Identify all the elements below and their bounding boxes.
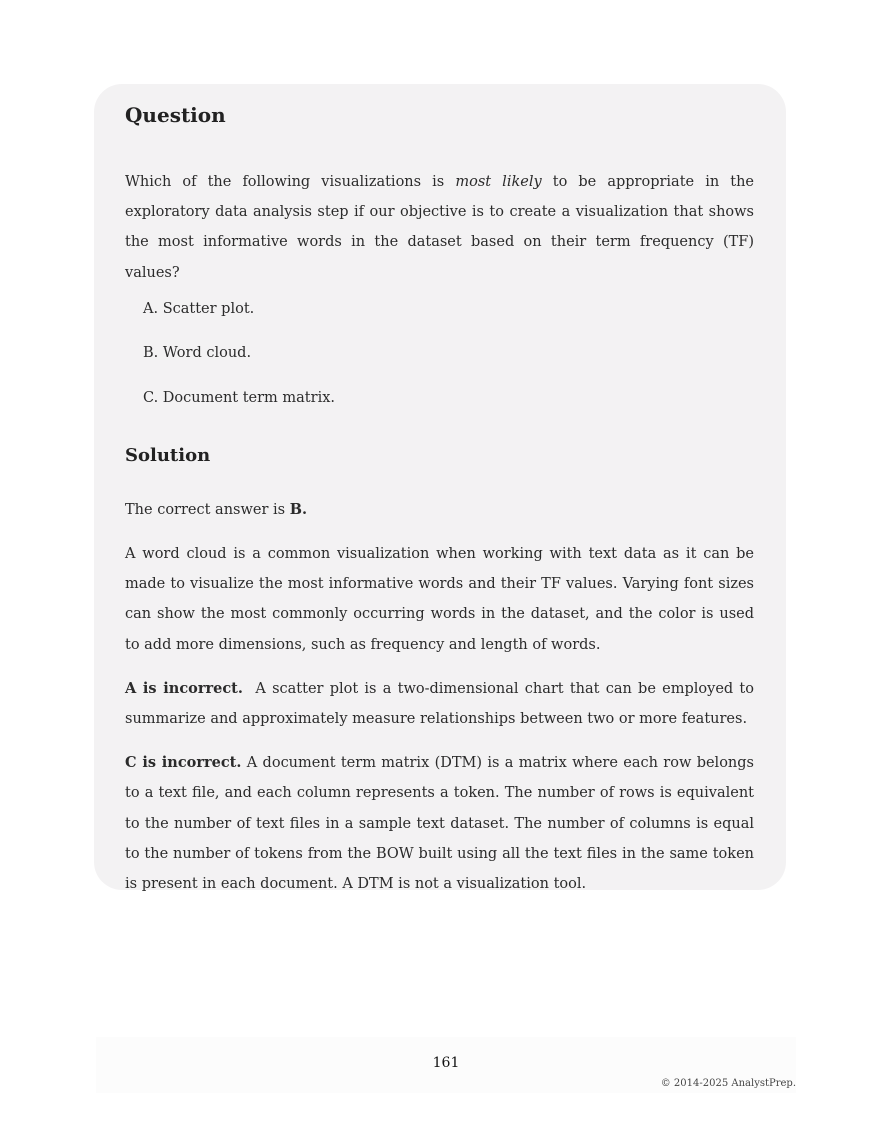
question-card xyxy=(94,84,786,893)
page-number: 161 xyxy=(432,1055,460,1071)
option-a-reason: A scatter plot is a two-dimensional chart that can be employed to summarize and approximately measure relationships between two or more features. xyxy=(125,680,759,728)
option-a-explanation xyxy=(125,674,759,734)
option-c-reason: A document term matrix (DTM) is a matrix where each row belongs to a text file, and each column represents a token. The number of rows is equivalent to the number of text files in a sample text dataset. The number of columns is equal to the number of tokens from the BOW built using all the text files in the same token is present in each document. A DTM is not a visualization tool. xyxy=(125,755,754,893)
correct-answer-prefix: The correct answer is xyxy=(125,501,290,518)
question-text-end: to be appropriate in the exploratory data analysis step if our objective is to create a visualization that shows the most informative words in the dataset based on their term frequency (TF) values? xyxy=(125,174,755,281)
copyright-notice: © 2014-2025 AnalystPrep. xyxy=(660,1078,796,1089)
question-text xyxy=(125,167,754,288)
correct-answer-value: B. xyxy=(289,500,308,518)
option-b: B. Word cloud. xyxy=(143,345,252,362)
option-a-verdict: A is incorrect. xyxy=(125,679,243,697)
answer-options xyxy=(125,294,754,413)
option-c: C. Document term matrix. xyxy=(143,389,335,406)
option-c-explanation xyxy=(125,748,754,899)
question-text-start: Which of the following visualizations is xyxy=(125,174,456,190)
correct-answer-line xyxy=(125,495,754,525)
question-heading: Question xyxy=(125,103,226,127)
option-a: A. Scatter plot. xyxy=(143,300,255,317)
option-c-verdict: C is incorrect. xyxy=(125,754,242,772)
question-text-emphasis: most likely xyxy=(455,174,542,190)
page-footer xyxy=(96,1037,796,1093)
solution-heading: Solution xyxy=(125,444,211,466)
solution-explanation: A word cloud is a common visualization when working with text data as it can be made to visualize the most informative words and their TF values. Varying font sizes can show the most commonly occurring words in the dataset, and the color is used to add more dimensions, such as frequency and length of words. xyxy=(125,546,754,653)
